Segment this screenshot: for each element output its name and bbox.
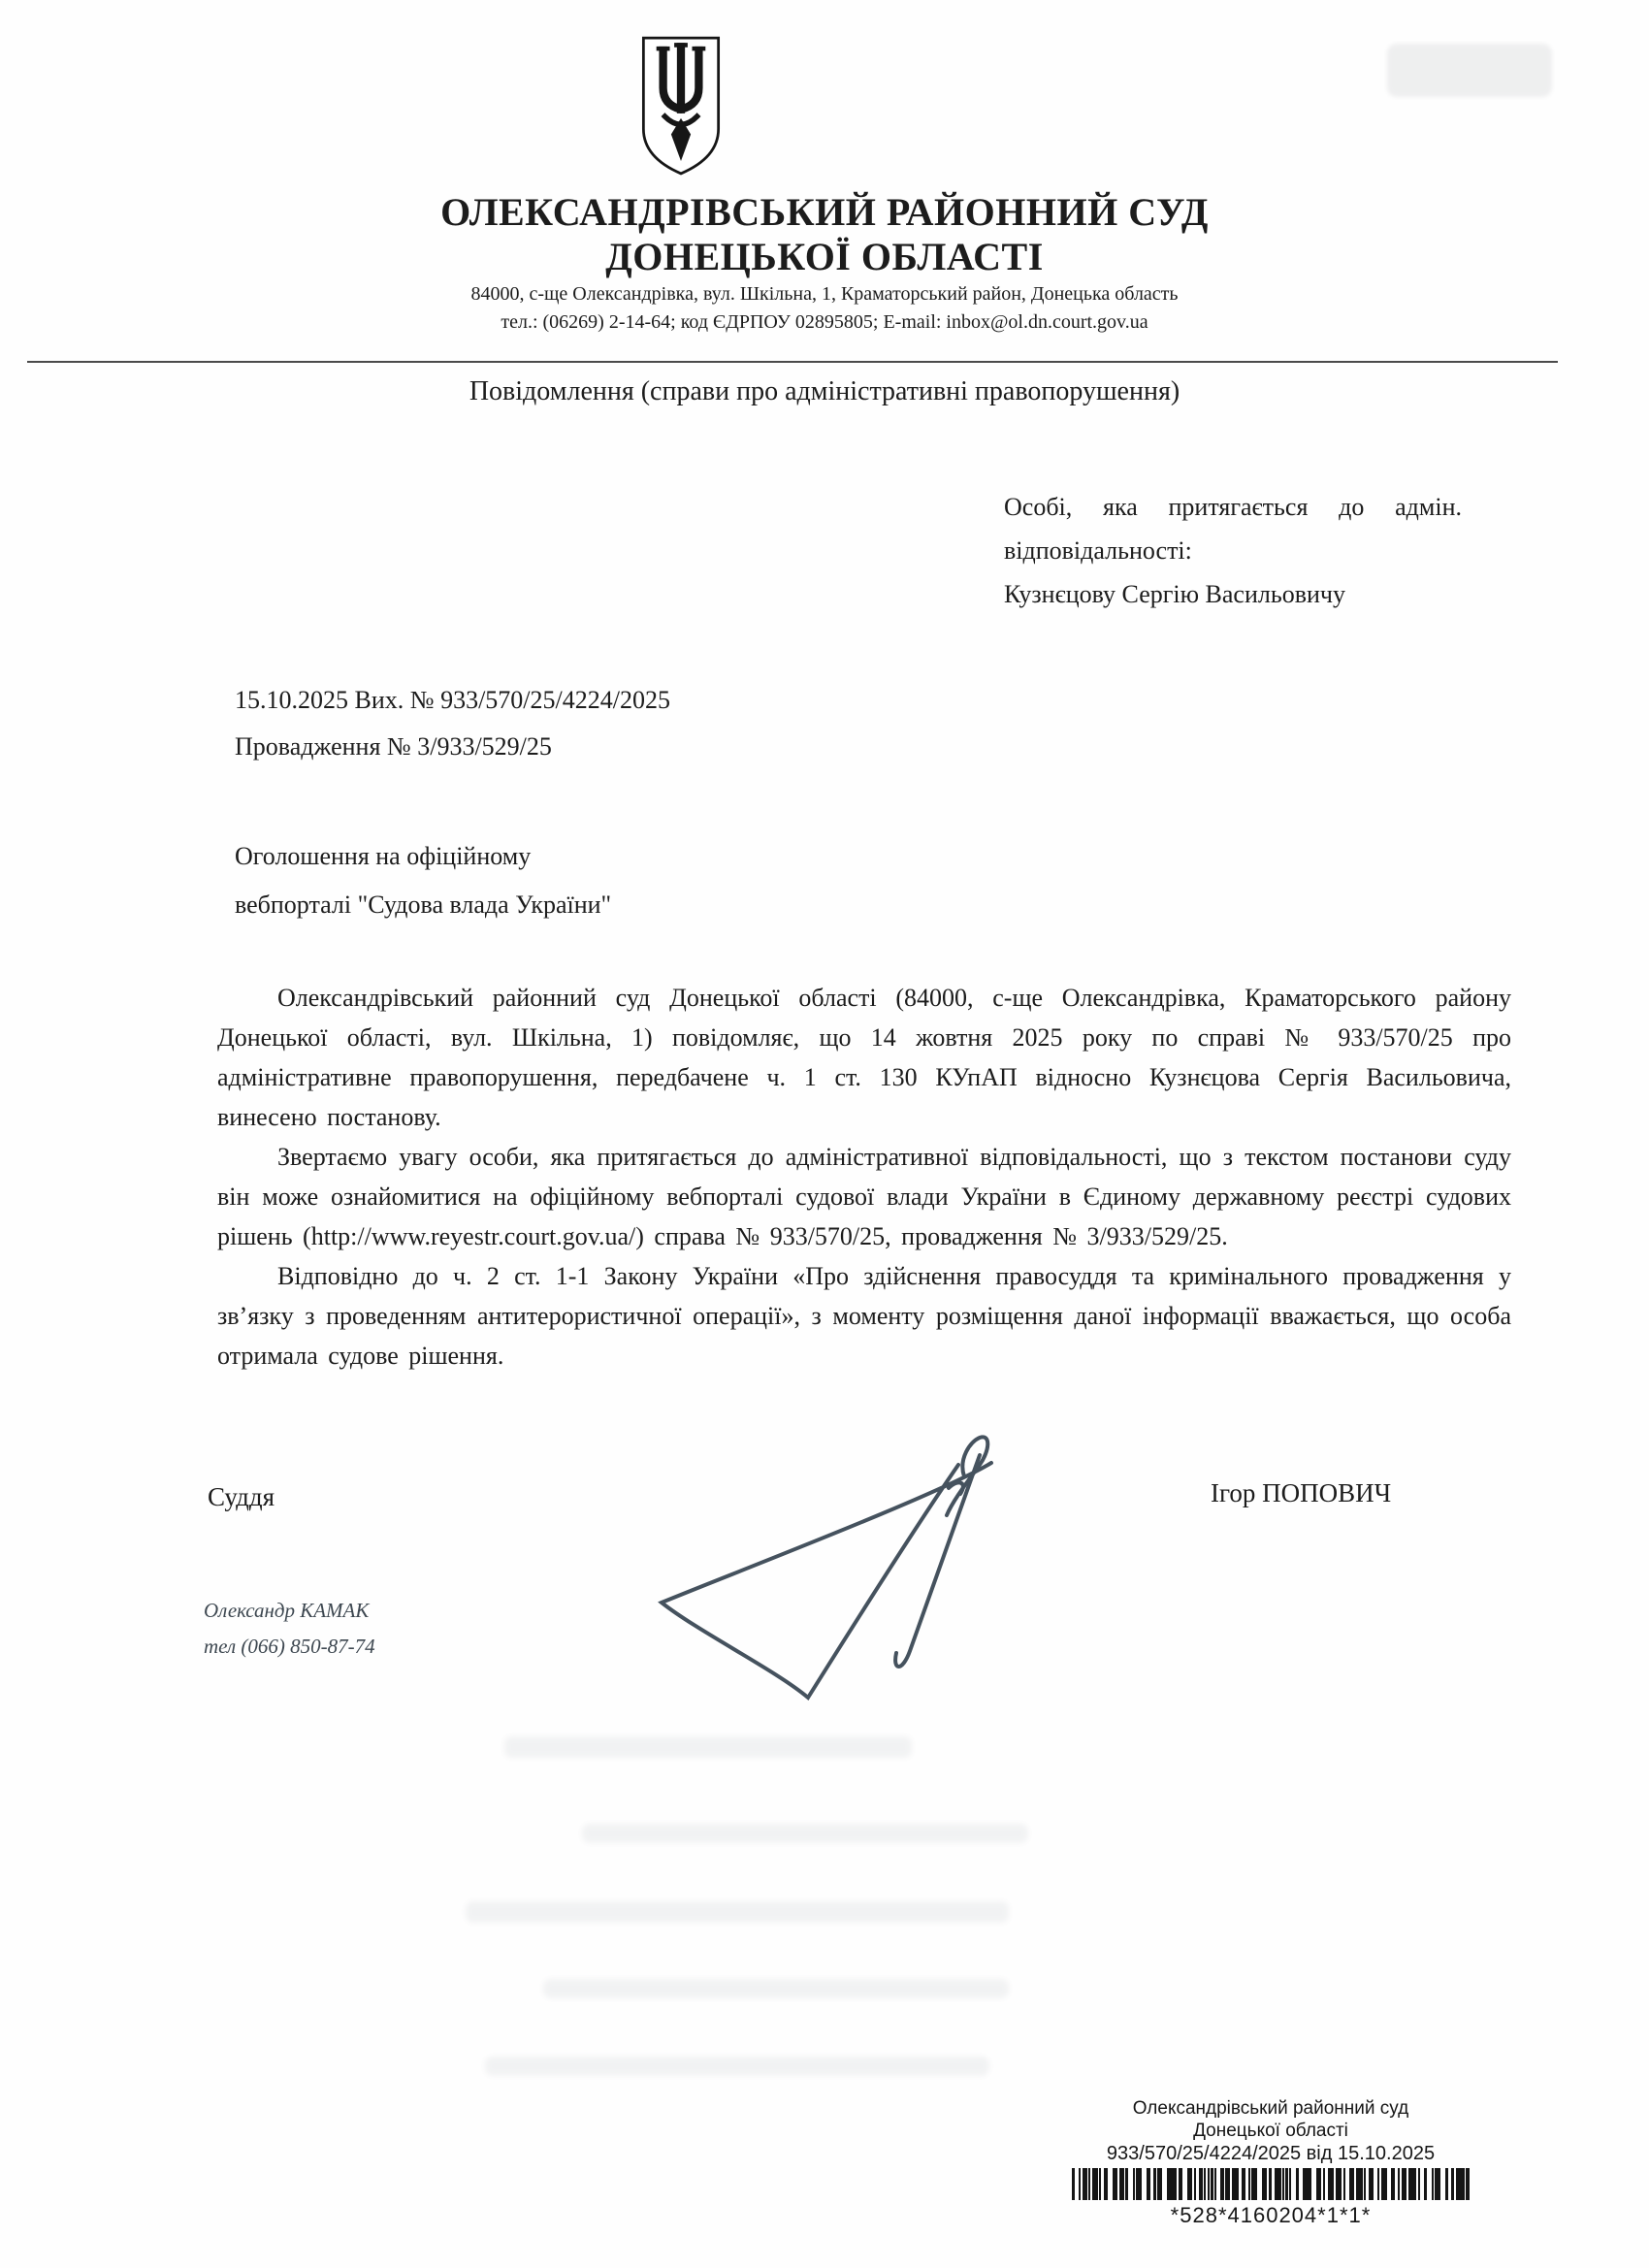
reference-block: [235, 677, 670, 770]
proceeding-number: Провадження № 3/933/529/25: [235, 732, 552, 761]
letter-body: [217, 978, 1511, 1376]
barcode-text: *528*4160204*1*1*: [1170, 2203, 1372, 2227]
recipient-line1: Особі, яка притягається до адмін.: [1004, 493, 1462, 521]
stamp-court-line2: Донецької області: [1193, 2121, 1348, 2141]
judge-name: Ігор ПОПОВИЧ: [1211, 1478, 1392, 1507]
stamp-court-line1: Олександрівський районний суд: [1132, 2098, 1409, 2119]
recipient-block: [1004, 485, 1462, 616]
stamp-doc-number: 933/570/25/4224/2025 від 15.10.2025: [1106, 2143, 1436, 2164]
body-paragraph-3: Відповідно до ч. 2 ст. 1-1 Закону України «Про здійснення правосуддя та кримінального провадження у зв’язку з проведенням антитерористичної операції», з моменту розміщення даної інформації вважається, що особа отримала судове рішення.: [217, 1262, 1511, 1370]
letterhead: [58, 190, 1591, 336]
barcode: [1072, 2168, 1470, 2200]
scan-noise: [1387, 44, 1552, 97]
announcement-line2: вебпорталі "Судова влада України": [235, 891, 612, 919]
recipient-name: Кузнєцову Сергію Васильовичу: [1004, 580, 1345, 608]
scan-bleedthrough: [504, 1736, 912, 1758]
court-address: 84000, с-ще Олександрівка, вул. Шкільна, 1, Краматорський район, Донецька область: [470, 283, 1179, 305]
body-paragraph-2: Звертаємо увагу особи, яка притягається до адміністративної відповідальності, що з текстом постанови суду він може ознайомитися на офіційному вебпорталі судової влади України в Єдиному державному реєстрі судових рішень (http://www.reyestr.court.gov.ua/) справа № 933/570/25, провадження № 3/933/529/25.: [217, 1143, 1511, 1250]
scan-bleedthrough: [466, 1901, 1009, 1923]
contact-name: Олександр КАМАК: [204, 1599, 370, 1622]
subject-line: Повідомлення (справи про адміністративні правопорушення): [469, 376, 1180, 406]
signer-role-label: Суддя: [208, 1482, 275, 1511]
outgoing-number: 15.10.2025 Вих. № 933/570/25/4224/2025: [235, 686, 670, 714]
scan-bleedthrough: [582, 1824, 1028, 1843]
recipient-line2: відповідальності:: [1004, 536, 1192, 565]
scan-bleedthrough: [543, 1979, 1009, 1998]
announcement-line1: Оголошення на офіційному: [235, 842, 532, 870]
contact-phone: тел (066) 850-87-74: [204, 1635, 375, 1658]
ukraine-trident-emblem: [636, 27, 726, 184]
scan-bleedthrough: [485, 2057, 989, 2076]
court-name-line2: ДОНЕЦЬКОЇ ОБЛАСТІ: [605, 235, 1044, 278]
contact-block: [204, 1593, 375, 1665]
court-contacts: тел.: (06269) 2-14-64; код ЄДРПОУ 02895805; E-mail: inbox@ol.dn.court.gov.ua: [501, 311, 1148, 333]
body-paragraph-1: Олександрівський районний суд Донецької області (84000, с-ще Олександрівка, Краматорського району Донецької області, вул. Шкільна, 1) повідомляє, що 14 жовтня 2025 року по справі № 933/570/25 про адміністративне правопорушення, передбачене ч. 1 ст. 130 КУпАП відносно Кузнєцова Сергія Васильовича, винесено постанову.: [217, 984, 1511, 1131]
judge-signature: [572, 1426, 1028, 1746]
registration-stamp: [1065, 2097, 1476, 2229]
court-name-line1: ОЛЕКСАНДРІВСЬКИЙ РАЙОННИЙ СУД: [440, 190, 1209, 234]
separator-line: [27, 361, 1558, 363]
announcement-block: [235, 832, 611, 929]
